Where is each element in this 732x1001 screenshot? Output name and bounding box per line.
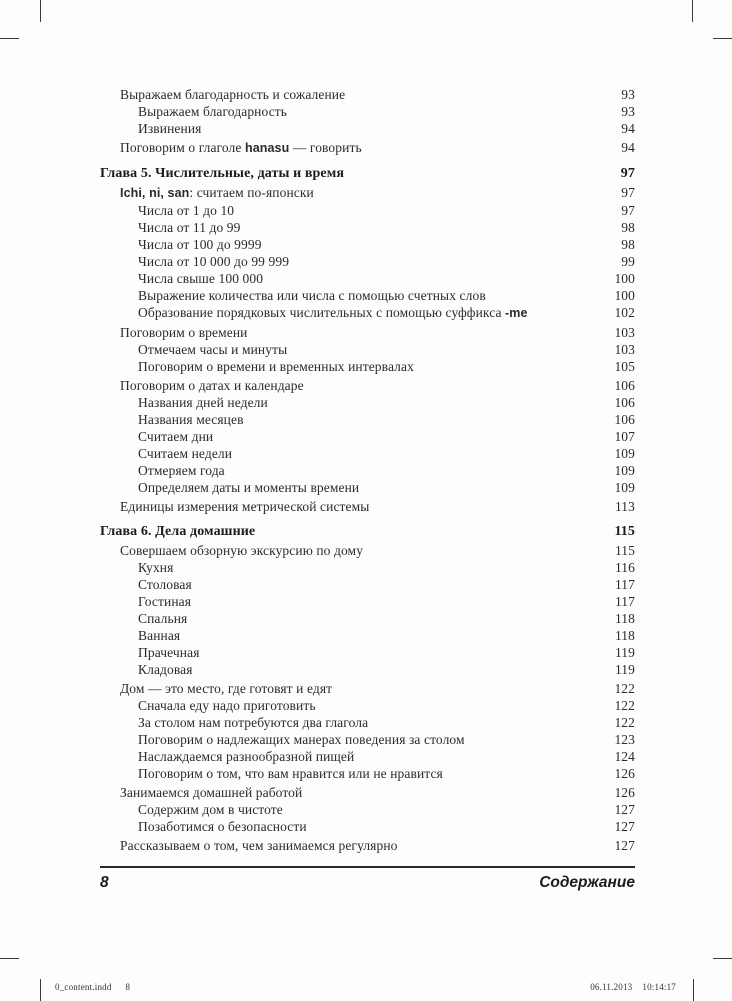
toc-row bbox=[100, 394, 635, 411]
toc-row bbox=[100, 627, 635, 644]
toc-entry-page: 106 bbox=[614, 395, 635, 410]
toc-entry-title: Глава 6. Дела домашние bbox=[100, 524, 256, 539]
toc-row bbox=[100, 765, 635, 782]
toc-entry-title: Содержим дом в чистоте bbox=[138, 802, 283, 817]
imprint-file-info bbox=[55, 982, 130, 992]
toc-entry-title: Занимаемся домашней работой bbox=[120, 785, 303, 800]
toc-row bbox=[100, 479, 635, 496]
toc-entry-title: Поговорим о том, что вам нравится или не нравится bbox=[138, 766, 443, 781]
toc-row bbox=[100, 253, 635, 270]
toc-entry-page: 103 bbox=[614, 325, 635, 340]
toc-entry-title: Числа от 100 до 9999 bbox=[138, 237, 262, 252]
toc-entry-title: Спальня bbox=[138, 611, 188, 626]
crop-mark-bottom-left-vertical bbox=[40, 979, 41, 1001]
toc-entry-page: 117 bbox=[614, 577, 635, 592]
toc-entry-title: Рассказываем о том, чем занимаемся регулярно bbox=[120, 838, 398, 853]
toc-entry-title: Глава 5. Числительные, даты и время bbox=[100, 166, 345, 181]
toc-entry-page: 126 bbox=[614, 785, 635, 800]
toc-entry-page: 118 bbox=[614, 611, 635, 626]
footer-rule bbox=[100, 866, 635, 868]
toc-row bbox=[100, 341, 635, 358]
crop-mark-top-right-horizontal bbox=[713, 38, 732, 39]
toc-chapter-row bbox=[100, 523, 635, 540]
toc-entry-title: Позаботимся о безопасности bbox=[138, 819, 307, 834]
imprint-timestamp bbox=[590, 982, 676, 992]
toc-entry-page: 116 bbox=[614, 560, 635, 575]
toc-entry-page: 94 bbox=[621, 121, 635, 136]
toc-row bbox=[100, 610, 635, 627]
toc-row bbox=[100, 86, 635, 103]
toc-entry-page: 93 bbox=[621, 104, 635, 119]
toc-row bbox=[100, 680, 635, 697]
toc-row bbox=[100, 559, 635, 576]
crop-mark-top-left-vertical bbox=[40, 0, 41, 22]
imprint-time: 10:14:17 bbox=[642, 982, 676, 992]
toc-entry-title: Считаем дни bbox=[138, 429, 214, 444]
toc-entry-title: Столовая bbox=[138, 577, 192, 592]
toc-row bbox=[100, 103, 635, 120]
toc-entry-title: Поговорим о надлежащих манерах поведения за столом bbox=[138, 732, 465, 747]
footer bbox=[100, 874, 635, 892]
toc-entry-page: 100 bbox=[614, 271, 635, 286]
toc-entry-title: Отмеряем года bbox=[138, 463, 225, 478]
toc-row bbox=[100, 120, 635, 137]
toc-entry-page: 124 bbox=[614, 749, 635, 764]
toc-row bbox=[100, 219, 635, 236]
toc-entry-title: Названия дней недели bbox=[138, 395, 268, 410]
toc-entry-title: Образование порядковых числительных с помощью суффикса -me bbox=[138, 305, 528, 320]
toc-row bbox=[100, 837, 635, 854]
toc-entry-title: Прачечная bbox=[138, 645, 200, 660]
toc-row bbox=[100, 593, 635, 610]
toc-row bbox=[100, 445, 635, 462]
toc-row bbox=[100, 576, 635, 593]
toc-entry-page: 119 bbox=[614, 662, 635, 677]
toc-row bbox=[100, 661, 635, 678]
toc-entry-page: 123 bbox=[614, 732, 635, 747]
toc-row bbox=[100, 184, 635, 202]
toc-entry-page: 98 bbox=[621, 237, 635, 252]
toc-entry-title: Выражение количества или числа с помощью счетных слов bbox=[138, 288, 486, 303]
footer-section-title: Содержание bbox=[539, 874, 635, 891]
toc-row bbox=[100, 462, 635, 479]
toc-entry-title: Единицы измерения метрической системы bbox=[120, 499, 370, 514]
toc-row bbox=[100, 411, 635, 428]
toc-row bbox=[100, 304, 635, 322]
toc-row bbox=[100, 542, 635, 559]
toc-entry-page: 118 bbox=[614, 628, 635, 643]
toc-entry-title: Кухня bbox=[138, 560, 174, 575]
toc-entry-title: Наслаждаемся разнообразной пищей bbox=[138, 749, 355, 764]
toc-entry-title: Ichi, ni, san: считаем по-японски bbox=[120, 185, 314, 200]
crop-mark-bottom-left-horizontal bbox=[0, 958, 19, 959]
crop-mark-bottom-right-horizontal bbox=[713, 958, 732, 959]
toc-row bbox=[100, 236, 635, 253]
toc-entry-page: 127 bbox=[614, 802, 635, 817]
toc-entry-page: 106 bbox=[614, 412, 635, 427]
toc-entry-page: 93 bbox=[621, 87, 635, 102]
toc-row bbox=[100, 697, 635, 714]
toc-list bbox=[100, 84, 635, 854]
toc-row bbox=[100, 358, 635, 375]
crop-mark-bottom-right-vertical bbox=[693, 979, 694, 1001]
toc-row bbox=[100, 784, 635, 801]
toc-entry-title: За столом нам потребуются два глагола bbox=[138, 715, 369, 730]
toc-entry-page: 105 bbox=[614, 359, 635, 374]
imprint-file-page: 8 bbox=[125, 982, 131, 992]
toc-row bbox=[100, 748, 635, 765]
toc-entry-page: 98 bbox=[621, 220, 635, 235]
toc-entry-page: 106 bbox=[614, 378, 635, 393]
toc-entry-page: 127 bbox=[614, 819, 635, 834]
toc-row bbox=[100, 714, 635, 731]
footer-page-number: 8 bbox=[100, 874, 109, 891]
toc-entry-title: Гостиная bbox=[138, 594, 192, 609]
toc-entry-title: Выражаем благодарность bbox=[138, 104, 288, 119]
crop-mark-top-right-vertical bbox=[692, 0, 693, 22]
toc-row bbox=[100, 818, 635, 835]
toc-entry-page: 97 bbox=[620, 166, 635, 181]
toc-entry-title: Числа от 10 000 до 99 999 bbox=[138, 254, 290, 269]
toc-entry-page: 99 bbox=[621, 254, 635, 269]
toc-row bbox=[100, 270, 635, 287]
toc-row bbox=[100, 202, 635, 219]
toc-entry-page: 122 bbox=[614, 681, 635, 696]
toc-row bbox=[100, 287, 635, 304]
toc-chapter-row bbox=[100, 165, 635, 182]
toc-entry-title: Считаем недели bbox=[138, 446, 233, 461]
toc-entry-page: 119 bbox=[614, 645, 635, 660]
toc-entry-title: Числа свыше 100 000 bbox=[138, 271, 264, 286]
toc-entry-title: Числа от 11 до 99 bbox=[138, 220, 241, 235]
toc-entry-page: 103 bbox=[614, 342, 635, 357]
toc-row bbox=[100, 324, 635, 341]
toc-entry-title: Числа от 1 до 10 bbox=[138, 203, 235, 218]
toc-entry-title: Поговорим о глаголе hanasu — говорить bbox=[120, 140, 362, 155]
toc-entry-page: 97 bbox=[621, 203, 635, 218]
toc-entry-page: 117 bbox=[614, 594, 635, 609]
imprint-date: 06.11.2013 bbox=[590, 982, 633, 992]
toc-row bbox=[100, 731, 635, 748]
toc-entry-page: 113 bbox=[614, 499, 635, 514]
toc-entry-page: 109 bbox=[614, 446, 635, 461]
toc-entry-page: 109 bbox=[614, 480, 635, 495]
toc-entry-page: 115 bbox=[614, 543, 635, 558]
toc-entry-page: 102 bbox=[614, 305, 635, 320]
toc-entry-title: Кладовая bbox=[138, 662, 193, 677]
toc-entry-title: Совершаем обзорную экскурсию по дому bbox=[120, 543, 364, 558]
toc-entry-page: 127 bbox=[614, 838, 635, 853]
toc-row bbox=[100, 801, 635, 818]
toc-row bbox=[100, 644, 635, 661]
toc-entry-title: Отмечаем часы и минуты bbox=[138, 342, 288, 357]
toc-entry-title: Извинения bbox=[138, 121, 202, 136]
toc-entry-title: Поговорим о датах и календаре bbox=[120, 378, 304, 393]
toc-entry-page: 122 bbox=[614, 698, 635, 713]
toc-entry-title: Поговорим о времени bbox=[120, 325, 248, 340]
toc-row bbox=[100, 139, 635, 157]
toc-entry-page: 115 bbox=[614, 524, 635, 539]
toc-entry-title: Названия месяцев bbox=[138, 412, 244, 427]
toc-entry-page: 126 bbox=[614, 766, 635, 781]
toc-entry-title: Сначала еду надо приготовить bbox=[138, 698, 316, 713]
toc-entry-page: 100 bbox=[614, 288, 635, 303]
toc-entry-title: Выражаем благодарность и сожаление bbox=[120, 87, 346, 102]
toc-entry-page: 94 bbox=[621, 140, 635, 155]
imprint-file-name: 0_content.indd bbox=[55, 982, 112, 992]
crop-mark-top-left-horizontal bbox=[0, 38, 19, 39]
toc-entry-page: 122 bbox=[614, 715, 635, 730]
toc-entry-page: 97 bbox=[621, 185, 635, 200]
toc-entry-page: 107 bbox=[614, 429, 635, 444]
toc-entry-title: Поговорим о времени и временных интервалах bbox=[138, 359, 414, 374]
toc-entry-title: Дом — это место, где готовят и едят bbox=[120, 681, 333, 696]
toc-row bbox=[100, 498, 635, 515]
toc-row bbox=[100, 377, 635, 394]
toc-entry-title: Определяем даты и моменты времени bbox=[138, 480, 360, 495]
toc-row bbox=[100, 428, 635, 445]
toc-entry-page: 109 bbox=[614, 463, 635, 478]
toc-entry-title: Ванная bbox=[138, 628, 181, 643]
